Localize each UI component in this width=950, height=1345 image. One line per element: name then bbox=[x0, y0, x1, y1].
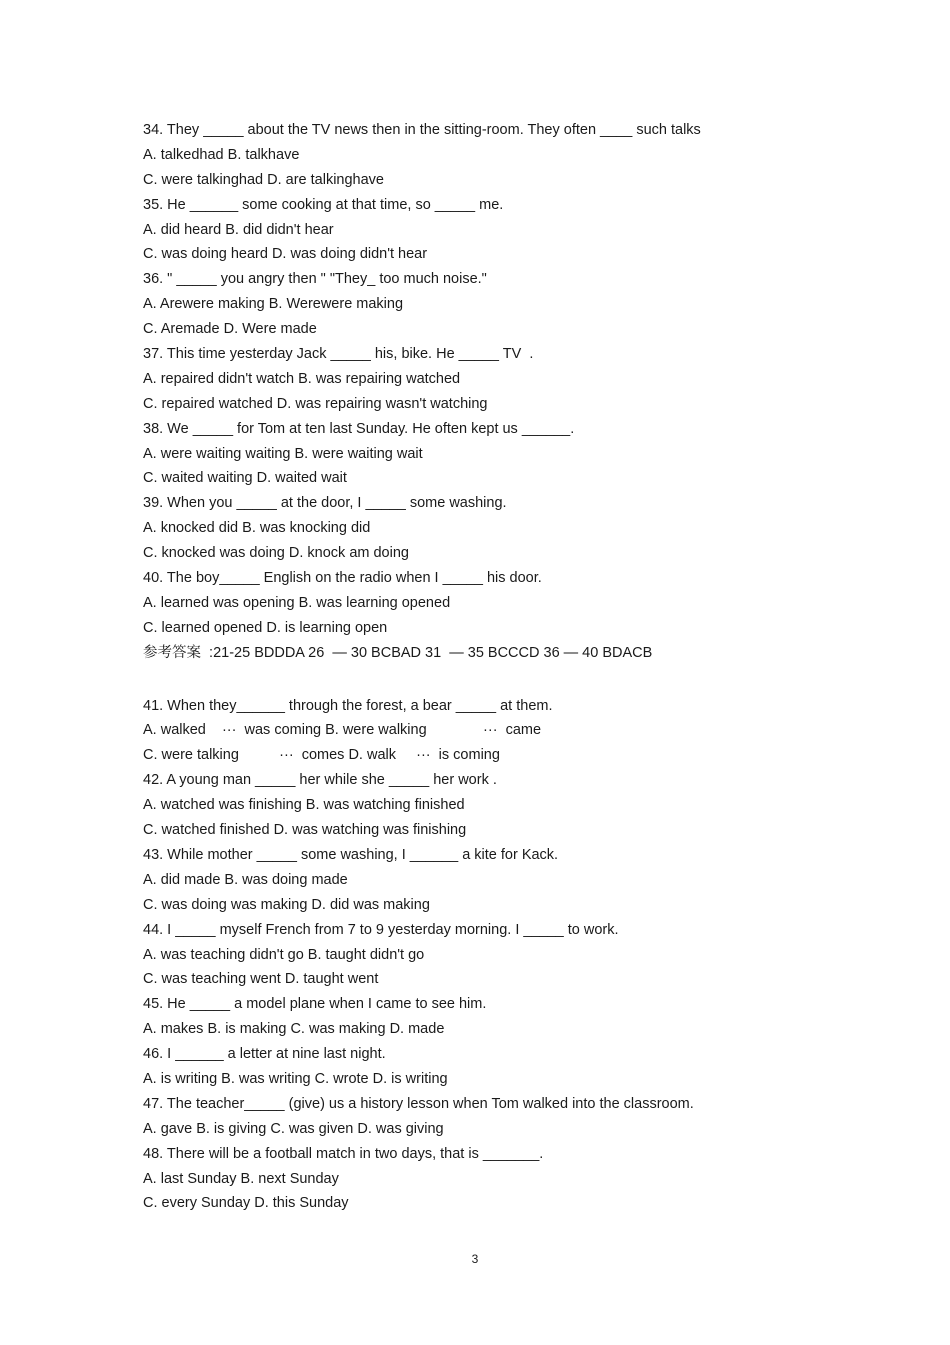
question-line: 40. The boy_____ English on the radio when I _____ his door. bbox=[143, 570, 542, 587]
option-line: C. learned opened D. is learning open bbox=[143, 619, 388, 636]
option-line: A. knocked did B. was knocking did bbox=[143, 520, 371, 537]
answer-key: 参考答案 :21-25 BDDDA 26 — 30 BCBAD 31 — 35 BCCCD 36 — 40 BDACB bbox=[143, 644, 653, 661]
question-line: 46. I ______ a letter at nine last night. bbox=[143, 1046, 386, 1063]
option-line: C. repaired watched D. was repairing wasn't watching bbox=[143, 395, 488, 412]
option-line: C. were talkinghad D. are talkinghave bbox=[143, 171, 384, 188]
question-line: 37. This time yesterday Jack _____ his, bike. He _____ TV . bbox=[143, 346, 534, 363]
section-34-40 bbox=[143, 118, 701, 641]
question-line: 38. We _____ for Tom at ten last Sunday. He often kept us ______. bbox=[143, 420, 575, 437]
option-line: A. gave B. is giving C. was given D. was giving bbox=[143, 1120, 444, 1137]
question-line: 44. I _____ myself French from 7 to 9 yesterday morning. I _____ to work. bbox=[143, 921, 619, 938]
option-line: C. waited waiting D. waited wait bbox=[143, 470, 347, 487]
option-line: A. learned was opening B. was learning opened bbox=[143, 594, 451, 611]
question-line: 42. A young man _____ her while she _____ her work . bbox=[143, 772, 497, 789]
question-line: 34. They _____ about the TV news then in the sitting-room. They often ____ such talks bbox=[143, 122, 701, 138]
page-number: 3 bbox=[471, 1252, 479, 1266]
option-line: A. walked ··· was coming B. were walking ··· came bbox=[143, 722, 542, 739]
option-line: A. was teaching didn't go B. taught didn't go bbox=[143, 946, 425, 963]
option-line: A. talkedhad B. talkhave bbox=[143, 146, 300, 163]
question-line: 39. When you _____ at the door, I _____ some washing. bbox=[143, 495, 507, 512]
option-line: C. was teaching went D. taught went bbox=[143, 971, 379, 988]
question-line: 35. He ______ some cooking at that time, so _____ me. bbox=[143, 196, 504, 213]
question-line: 43. While mother _____ some washing, I ______ a kite for Kack. bbox=[143, 846, 559, 863]
option-line: C. Aremade D. Were made bbox=[143, 321, 317, 338]
option-line: C. knocked was doing D. knock am doing bbox=[143, 545, 409, 562]
option-line: A. repaired didn't watch B. was repairing watched bbox=[143, 370, 461, 387]
option-line: A. Arewere making B. Werewere making bbox=[143, 296, 404, 313]
question-line: 41. When they______ through the forest, a bear _____ at them. bbox=[143, 697, 553, 714]
option-line: A. watched was finishing B. was watching finished bbox=[143, 797, 465, 814]
option-line: A. did heard B. did didn't hear bbox=[143, 221, 334, 238]
option-line: C. watched finished D. was watching was finishing bbox=[143, 822, 467, 839]
option-line: C. was doing heard D. was doing didn't hear bbox=[143, 246, 428, 263]
option-line: A. makes B. is making C. was making D. made bbox=[143, 1021, 445, 1038]
section-divider bbox=[143, 666, 701, 694]
option-line: C. was doing was making D. did was making bbox=[143, 896, 430, 913]
option-line: C. were talking ··· comes D. walk ··· is coming bbox=[143, 747, 500, 764]
question-line: 48. There will be a football match in two days, that is _______. bbox=[143, 1145, 544, 1162]
option-line: A. last Sunday B. next Sunday bbox=[143, 1170, 339, 1187]
question-line: 36. " _____ you angry then " "They_ too much noise." bbox=[143, 271, 487, 288]
option-line: A. were waiting waiting B. were waiting wait bbox=[143, 445, 423, 462]
option-line: C. every Sunday D. this Sunday bbox=[143, 1195, 349, 1212]
exercise-content bbox=[143, 118, 701, 1216]
question-line: 47. The teacher_____ (give) us a history lesson when Tom walked into the classroom. bbox=[143, 1095, 694, 1112]
option-line: A. did made B. was doing made bbox=[143, 871, 348, 888]
question-line: 45. He _____ a model plane when I came to see him. bbox=[143, 996, 487, 1013]
section-41-48 bbox=[143, 694, 701, 1217]
option-line: A. is writing B. was writing C. wrote D. is writing bbox=[143, 1070, 448, 1087]
